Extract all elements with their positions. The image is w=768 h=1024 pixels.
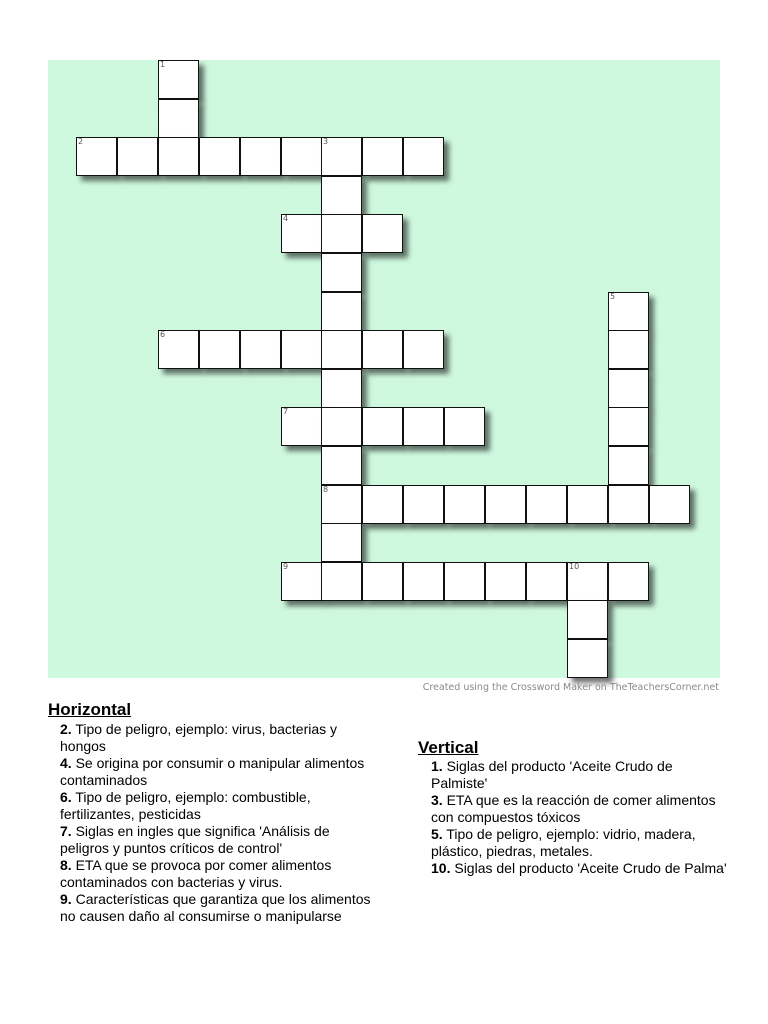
clue-item — [60, 721, 380, 755]
grid-cell[interactable] — [321, 446, 362, 485]
cell-number: 1 — [160, 60, 166, 69]
horizontal-clue-list — [60, 721, 380, 925]
grid-cell[interactable] — [321, 562, 362, 601]
clue-item — [60, 755, 380, 789]
grid-cell[interactable] — [608, 446, 649, 485]
grid-cell[interactable] — [362, 137, 403, 176]
grid-cell[interactable] — [608, 330, 649, 369]
clue-text: Se origina por consumir o manipular alimentos contaminados — [60, 755, 365, 788]
cell-number: 3 — [323, 137, 329, 146]
credit-text: Created using the Crossword Maker on TheTeachersCorner.net — [422, 682, 719, 693]
cell-number: 5 — [610, 292, 616, 301]
clue-number: 3. — [431, 792, 443, 808]
grid-cell[interactable] — [567, 639, 608, 678]
clue-text: Tipo de peligro, ejemplo: combustible, fertilizantes, pesticidas — [60, 789, 311, 822]
grid-cell[interactable] — [321, 214, 362, 253]
grid-cell[interactable] — [199, 330, 240, 369]
vertical-clue-list — [431, 758, 731, 877]
grid-cell[interactable] — [526, 485, 567, 524]
grid-cell[interactable] — [281, 407, 322, 446]
grid-cell[interactable] — [321, 330, 362, 369]
grid-cell[interactable] — [281, 330, 322, 369]
clue-text: Siglas del producto 'Aceite Crudo de Palma' — [454, 860, 727, 876]
grid-cell[interactable] — [444, 407, 485, 446]
grid-cell[interactable] — [608, 562, 649, 601]
grid-cell[interactable] — [567, 562, 608, 601]
grid-cell[interactable] — [281, 562, 322, 601]
grid-cell[interactable] — [608, 292, 649, 331]
grid-cell[interactable] — [321, 137, 362, 176]
grid-cell[interactable] — [444, 562, 485, 601]
grid-cell[interactable] — [567, 485, 608, 524]
vertical-heading: Vertical — [418, 738, 479, 757]
grid-cell[interactable] — [321, 485, 362, 524]
grid-cell[interactable] — [403, 137, 444, 176]
clue-number: 2. — [60, 721, 72, 737]
grid-cell[interactable] — [321, 407, 362, 446]
clue-item — [431, 792, 731, 826]
cell-number: 10 — [569, 562, 580, 571]
grid-cell[interactable] — [321, 176, 362, 215]
clue-item — [431, 826, 731, 860]
grid-cell[interactable] — [362, 214, 403, 253]
grid-cell[interactable] — [362, 330, 403, 369]
grid-cell[interactable] — [403, 407, 444, 446]
clue-item — [60, 857, 380, 891]
grid-cell[interactable] — [526, 562, 567, 601]
clue-item — [60, 891, 380, 925]
clue-number: 7. — [60, 823, 72, 839]
grid-cell[interactable] — [362, 485, 403, 524]
grid-cell[interactable] — [362, 562, 403, 601]
clue-number: 8. — [60, 857, 72, 873]
grid-cell[interactable] — [281, 214, 322, 253]
grid-cell[interactable] — [608, 369, 649, 408]
grid-cell[interactable] — [158, 330, 199, 369]
clue-text: ETA que se provoca por comer alimentos contaminados con bacterias y virus. — [60, 857, 332, 890]
clue-number: 6. — [60, 789, 72, 805]
clue-text: Siglas en ingles que significa 'Análisis de peligros y puntos críticos de control' — [60, 823, 330, 856]
grid-cell[interactable] — [485, 562, 526, 601]
horizontal-heading: Horizontal — [48, 700, 132, 719]
clue-number: 4. — [60, 755, 72, 771]
cell-number: 9 — [283, 562, 289, 571]
grid-cell[interactable] — [362, 407, 403, 446]
grid-cell[interactable] — [321, 292, 362, 331]
grid-cell[interactable] — [608, 485, 649, 524]
clue-text: Tipo de peligro, ejemplo: vidrio, madera, plástico, piedras, metales. — [431, 826, 696, 859]
grid-cell[interactable] — [485, 485, 526, 524]
grid-cell[interactable] — [158, 60, 199, 99]
grid-cell[interactable] — [321, 369, 362, 408]
grid-cell[interactable] — [649, 485, 690, 524]
clue-item — [60, 789, 380, 823]
clue-text: Siglas del producto 'Aceite Crudo de Palmiste' — [431, 758, 673, 791]
grid-cell[interactable] — [567, 600, 608, 639]
clue-number: 5. — [431, 826, 443, 842]
grid-cell[interactable] — [76, 137, 117, 176]
crossword-grid — [48, 60, 720, 678]
clue-item — [431, 860, 731, 877]
cell-number: 7 — [283, 407, 289, 416]
grid-cell[interactable] — [117, 137, 158, 176]
clue-item — [431, 758, 731, 792]
grid-cell[interactable] — [158, 137, 199, 176]
clue-text: ETA que es la reacción de comer alimentos con compuestos tóxicos — [431, 792, 716, 825]
clue-item — [60, 823, 380, 857]
grid-cell[interactable] — [240, 137, 281, 176]
clue-number: 1. — [431, 758, 443, 774]
grid-cell[interactable] — [240, 330, 281, 369]
grid-cell[interactable] — [403, 562, 444, 601]
grid-cell[interactable] — [444, 485, 485, 524]
cell-number: 8 — [323, 485, 329, 494]
cell-number: 6 — [160, 330, 166, 339]
grid-cell[interactable] — [321, 523, 362, 562]
clue-text: Tipo de peligro, ejemplo: virus, bacterias y hongos — [60, 721, 338, 754]
clue-number: 9. — [60, 891, 72, 907]
grid-cell[interactable] — [403, 485, 444, 524]
grid-cell[interactable] — [199, 137, 240, 176]
grid-cell[interactable] — [608, 407, 649, 446]
grid-cell[interactable] — [321, 253, 362, 292]
grid-cell[interactable] — [403, 330, 444, 369]
cell-number: 2 — [78, 137, 84, 146]
grid-cell[interactable] — [281, 137, 322, 176]
cell-number: 4 — [283, 214, 289, 223]
clue-number: 10. — [431, 860, 451, 876]
grid-cell[interactable] — [158, 99, 199, 138]
clue-text: Características que garantiza que los alimentos no causen daño al consumirse o manipularse — [60, 891, 371, 924]
